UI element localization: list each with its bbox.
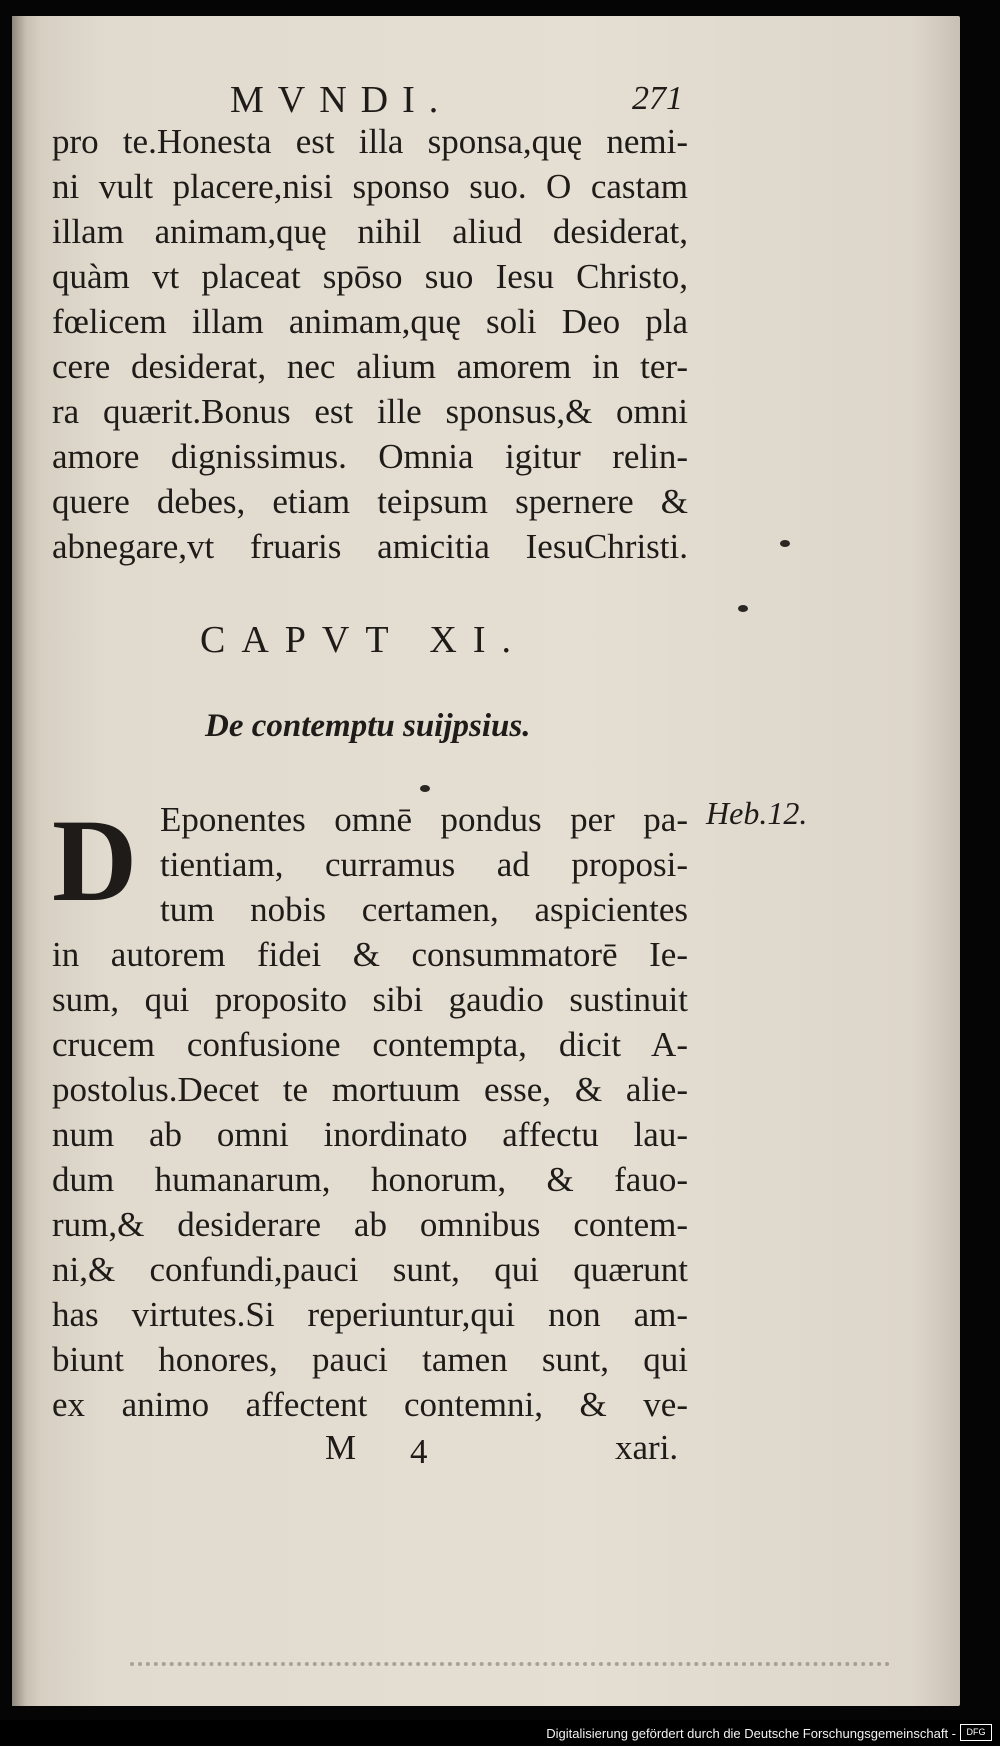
text-line: tum nobis certamen, aspicientes — [160, 890, 688, 929]
dfg-logo: DFG — [960, 1724, 992, 1741]
ink-speck — [420, 785, 430, 792]
running-head: MVNDI. — [230, 79, 453, 121]
margin-note: Heb.12. — [706, 795, 808, 831]
text-line: rum,& desiderare ab omnibus contem- — [52, 1205, 688, 1244]
text-line: illam animam,quę nihil aliud desiderat, — [52, 212, 688, 251]
chapter-title: CAPVT XI. — [200, 619, 527, 661]
edge-dots — [130, 1662, 890, 1668]
text-line: quere debes, etiam teipsum spernere & — [52, 482, 688, 521]
text-line: ni vult placere,nisi sponso suo. O castam — [52, 167, 688, 206]
text-line: fœlicem illam animam,quę soli Deo pla — [52, 302, 688, 341]
text-line: dum humanarum, honorum, & fauo- — [52, 1160, 688, 1199]
text-line: cere desiderat, nec alium amorem in ter- — [52, 347, 688, 386]
page-number: 271 — [632, 80, 683, 117]
text-line: in autorem fidei & consummatorē Ie- — [52, 935, 688, 974]
binding-gutter — [12, 16, 26, 1706]
drop-cap: D — [52, 795, 138, 926]
text-line: ex animo affectent contemni, & ve- — [52, 1385, 688, 1424]
text-line: postolus.Decet te mortuum esse, & alie- — [52, 1070, 688, 1109]
footer-bar — [0, 1720, 1000, 1746]
digitization-credit: Digitalisierung gefördert durch die Deutsche Forschungsgemeinschaft - — [546, 1726, 956, 1741]
text-line: tientiam, curramus ad proposi- — [160, 845, 688, 884]
catchword: xari. — [615, 1428, 679, 1467]
text-line: biunt honores, pauci tamen sunt, qui — [52, 1340, 688, 1379]
signature-number: 4 — [410, 1432, 428, 1471]
text-line: ni,& confundi,pauci sunt, qui quærunt — [52, 1250, 688, 1289]
text-line: pro te.Honesta est illa sponsa,quę nemi- — [52, 122, 688, 161]
text-line: Eponentes omnē pondus per pa- — [160, 800, 688, 839]
text-line: num ab omni inordinato affectu lau- — [52, 1115, 688, 1154]
text-line: abnegare,vt fruaris amicitia IesuChristi. — [52, 527, 688, 566]
signature-mark: M — [325, 1428, 357, 1467]
text-line: ra quærit.Bonus est ille sponsus,& omni — [52, 392, 688, 431]
text-line: crucem confusione contempta, dicit A- — [52, 1025, 688, 1064]
text-line: amore dignissimus. Omnia igitur relin- — [52, 437, 688, 476]
text-line: quàm vt placeat spōso suo Iesu Christo, — [52, 257, 688, 296]
chapter-subtitle: De contemptu suijpsius. — [205, 708, 531, 744]
text-line: has virtutes.Si reperiuntur,qui non am- — [52, 1295, 688, 1334]
text-line: sum, qui proposito sibi gaudio sustinuit — [52, 980, 688, 1019]
ink-speck — [738, 605, 748, 612]
ink-speck — [780, 540, 790, 547]
